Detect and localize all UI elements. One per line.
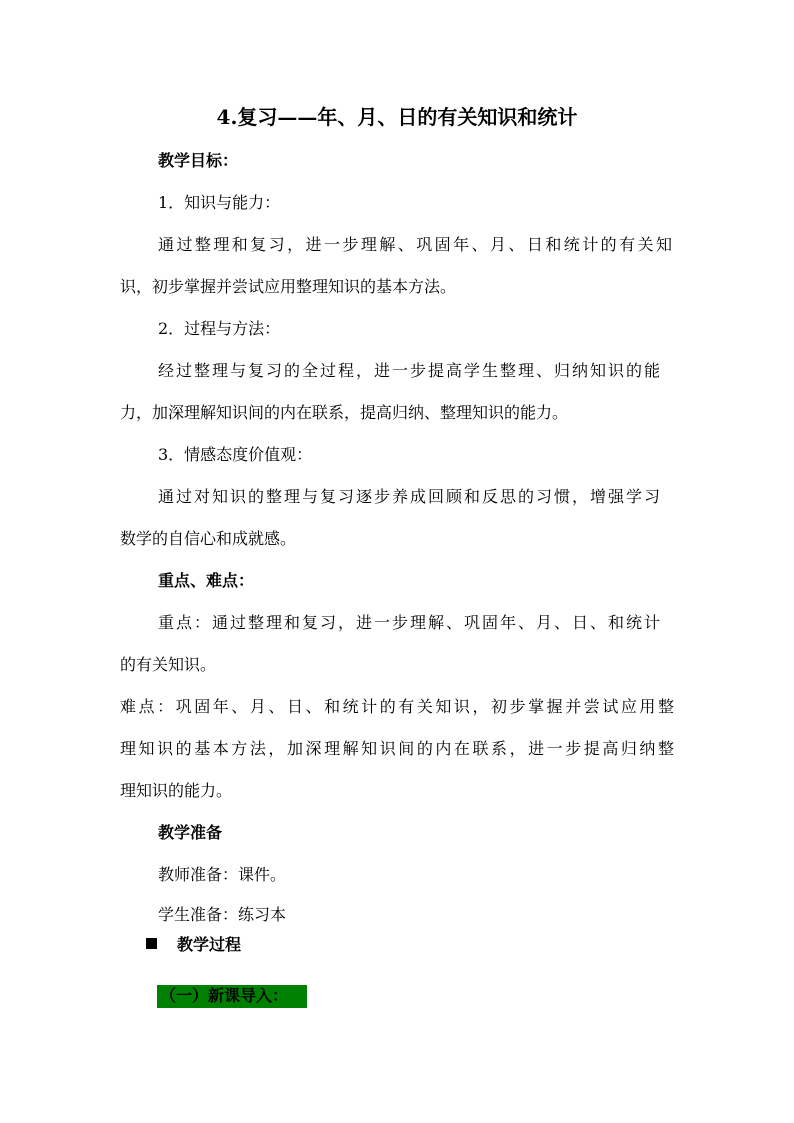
keypoint-line1: 重点：通过整理和复习，进一步理解、巩固年、月、日、和统计: [158, 613, 660, 632]
item2-paragraph-line1: 经过整理与复习的全过程，进一步提高学生整理、归纳知识的能: [158, 361, 660, 380]
difficulty-line1: 难点：巩固年、月、日、和统计的有关知识，初步掌握并尝试应用整: [120, 697, 674, 716]
section1-label: （一）新课导入：: [160, 986, 289, 1005]
student-prep: 学生准备：练习本: [158, 905, 287, 924]
item3-heading: 3．情感态度价值观：: [158, 445, 313, 464]
process-heading: 教学过程: [177, 935, 242, 954]
prep-heading: 教学准备: [158, 823, 223, 842]
keypoint-line2: 的有关知识。: [120, 655, 217, 674]
objectives-heading: 教学目标：: [158, 151, 239, 170]
document-title: 4.复习——年、月、日的有关知识和统计: [216, 105, 578, 129]
item2-heading: 2．过程与方法：: [158, 319, 281, 338]
item2-paragraph-line2: 力，加深理解知识间的内在联系，提高归纳、整理知识的能力。: [120, 403, 569, 422]
keypoints-heading: 重点、难点：: [158, 571, 255, 590]
item1-paragraph-line2: 识，初步掌握并尝试应用整理知识的基本方法。: [120, 277, 457, 296]
item1-paragraph-line1: 通过整理和复习，进一步理解、巩固年、月、日和统计的有关知: [158, 235, 672, 254]
item3-paragraph-line2: 数学的自信心和成就感。: [120, 529, 297, 548]
difficulty-line2: 理知识的基本方法，加深理解知识间的内在联系，进一步提高归纳整: [120, 739, 674, 758]
black-square-bullet-icon: [146, 938, 157, 949]
difficulty-line3: 理知识的能力。: [120, 781, 233, 800]
teacher-prep: 教师准备：课件。: [158, 865, 287, 884]
item3-paragraph-line1: 通过对知识的整理与复习逐步养成回顾和反思的习惯，增强学习: [158, 487, 660, 506]
item1-heading: 1．知识与能力：: [158, 193, 281, 212]
